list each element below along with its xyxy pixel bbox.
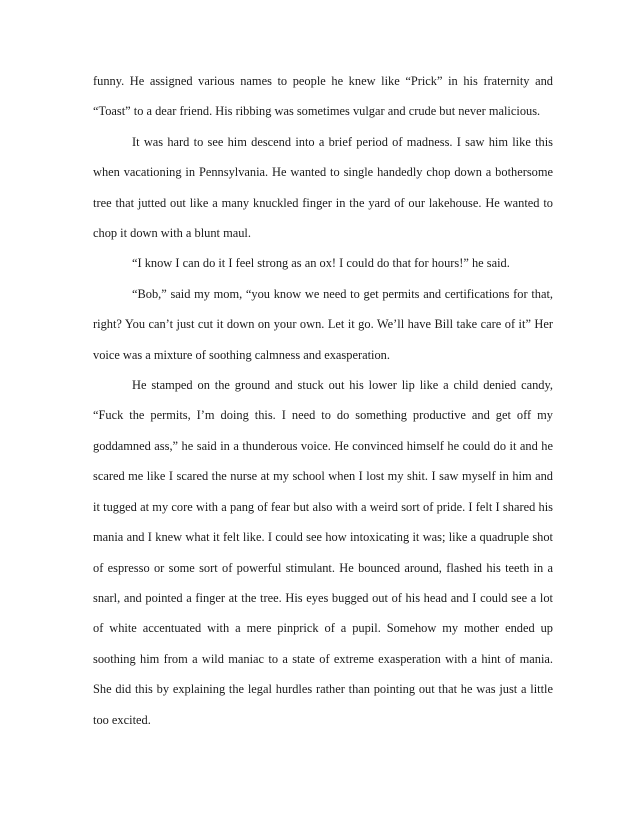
paragraph-1: funny. He assigned various names to people he knew like “Prick” in his fraternity and “Toast” to a dear friend. His ribbing was sometimes vulgar and crude but never malicious. (93, 74, 553, 119)
paragraph-3: “I know I can do it I feel strong as an ox! I could do that for hours!” he said. (132, 256, 510, 271)
paragraph-4: “Bob,” said my mom, “you know we need to get permits and certifications for that, right? You can’t just cut it down on your own. Let it go. We’ll have Bill take care of it” Her voice was a mixture of soothing calmness and exasperation. (93, 286, 553, 362)
document-body (93, 66, 553, 735)
paragraph-2: It was hard to see him descend into a brief period of madness. I saw him like this when vacationing in Pennsylvania. He wanted to single handedly chop down a bothersome tree that jutted out like a many knuckled finger in the yard of our lakehouse. He wanted to chop it down with a blunt maul. (93, 134, 553, 241)
paragraph-5: He stamped on the ground and stuck out his lower lip like a child denied candy, “Fuck the permits, I’m doing this. I need to do something productive and get off my goddamned ass,” he said in a thunderous voice. He convinced himself he could do it and he scared me like I scared the nurse at my school when I lost my shit. I saw myself in him and it tugged at my core with a pang of fear but also with a weird sort of pride. I felt I shared his mania and I knew what it felt like. I could see how intoxicating it was; like a quadruple shot of espresso or some sort of powerful stimulant. He bounced around, flashed his teeth in a snarl, and pointed a finger at the tree. His eyes bugged out of his head and I could see a lot of white accentuated with a mere pinprick of a pupil. Somehow my mother ended up soothing him from a wild maniac to a state of extreme exasperation with a hint of mania. She did this by explaining the legal hurdles rather than pointing out that he was just a little too excited. (93, 378, 553, 727)
